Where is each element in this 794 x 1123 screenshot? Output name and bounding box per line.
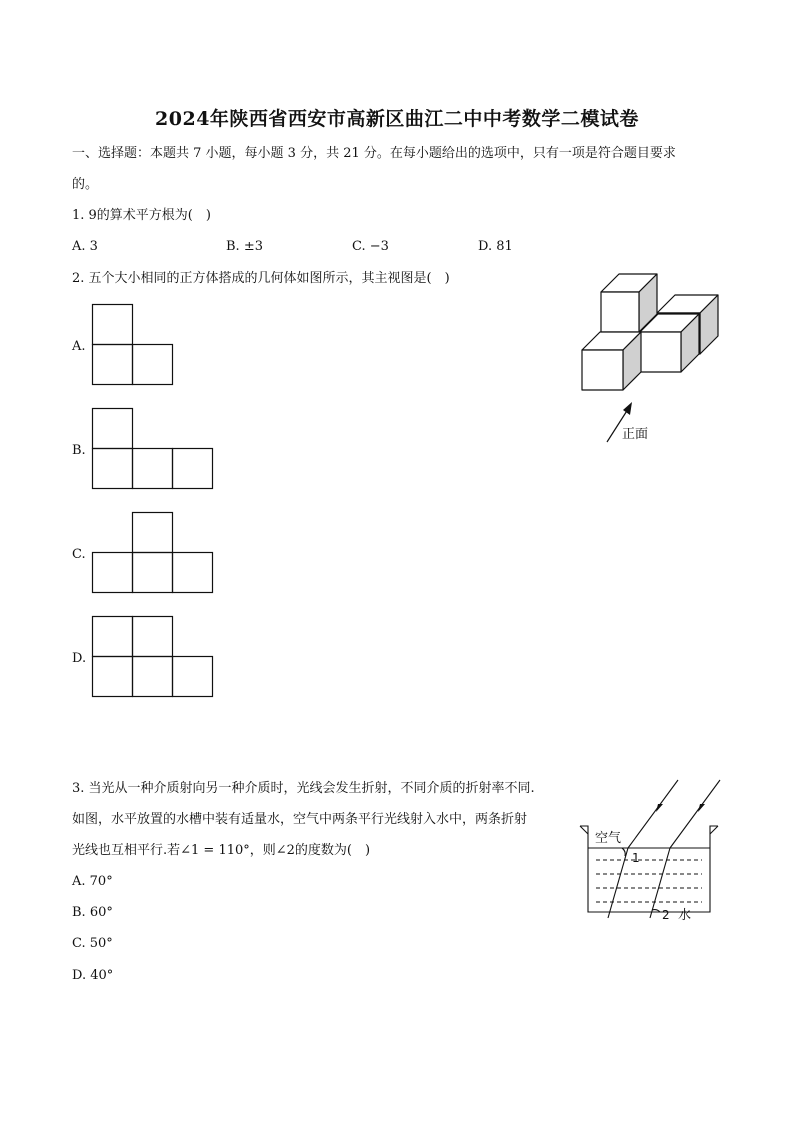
question-2-option-b: B. <box>72 443 86 458</box>
question-3-line3: 光线也互相平行.若∠1 = 110°，则∠2的度数为( ) <box>72 843 371 858</box>
question-2-option-c: C. <box>72 547 86 562</box>
water-label: 水 <box>678 908 692 923</box>
question-1-option-d: D. 81 <box>478 239 513 254</box>
question-3-option-d: D. 40° <box>72 968 114 983</box>
front-label: 正面 <box>622 427 649 442</box>
option-d-front-view <box>92 616 216 700</box>
option-c-front-view <box>92 512 216 596</box>
question-3-option-a: A. 70° <box>72 874 113 889</box>
option-b-front-view <box>92 408 216 492</box>
question-1-stem: 1. 9的算术平方根为( ) <box>72 208 211 223</box>
question-1-option-c: C. −3 <box>352 239 389 254</box>
section-heading-line2: 的。 <box>72 177 99 192</box>
question-1-option-b: B. ±3 <box>226 239 263 254</box>
option-a-front-view <box>92 304 176 388</box>
question-3-option-c: C. 50° <box>72 936 113 951</box>
question-1-option-a: A. 3 <box>72 239 98 254</box>
angle-1-label: 1 <box>632 851 640 865</box>
question-2-option-a: A. <box>72 339 86 354</box>
question-3-line1: 3. 当光从一种介质射向另一种介质时，光线会发生折射，不同介质的折射率不同. <box>72 781 535 796</box>
question-3-option-b: B. 60° <box>72 905 113 920</box>
angle-2-label: 2 <box>662 908 670 922</box>
water-tank-figure <box>578 778 728 928</box>
question-3-line2: 如图，水平放置的水槽中装有适量水，空气中两条平行光线射入水中，两条折射 <box>72 812 528 827</box>
air-label: 空气 <box>595 831 622 846</box>
section-heading-line1: 一、选择题：本题共 7 小题，每小题 3 分，共 21 分。在每小题给出的选项中，只有一项是符合题目要求 <box>72 146 676 161</box>
question-2-option-d: D. <box>72 651 87 666</box>
question-2-stem: 2. 五个大小相同的正方体搭成的几何体如图所示，其主视图是( ) <box>72 271 450 286</box>
cube-stack-figure <box>575 270 735 450</box>
page-title: 2024年陕西省西安市高新区曲江二中中考数学二模试卷 <box>155 108 639 130</box>
